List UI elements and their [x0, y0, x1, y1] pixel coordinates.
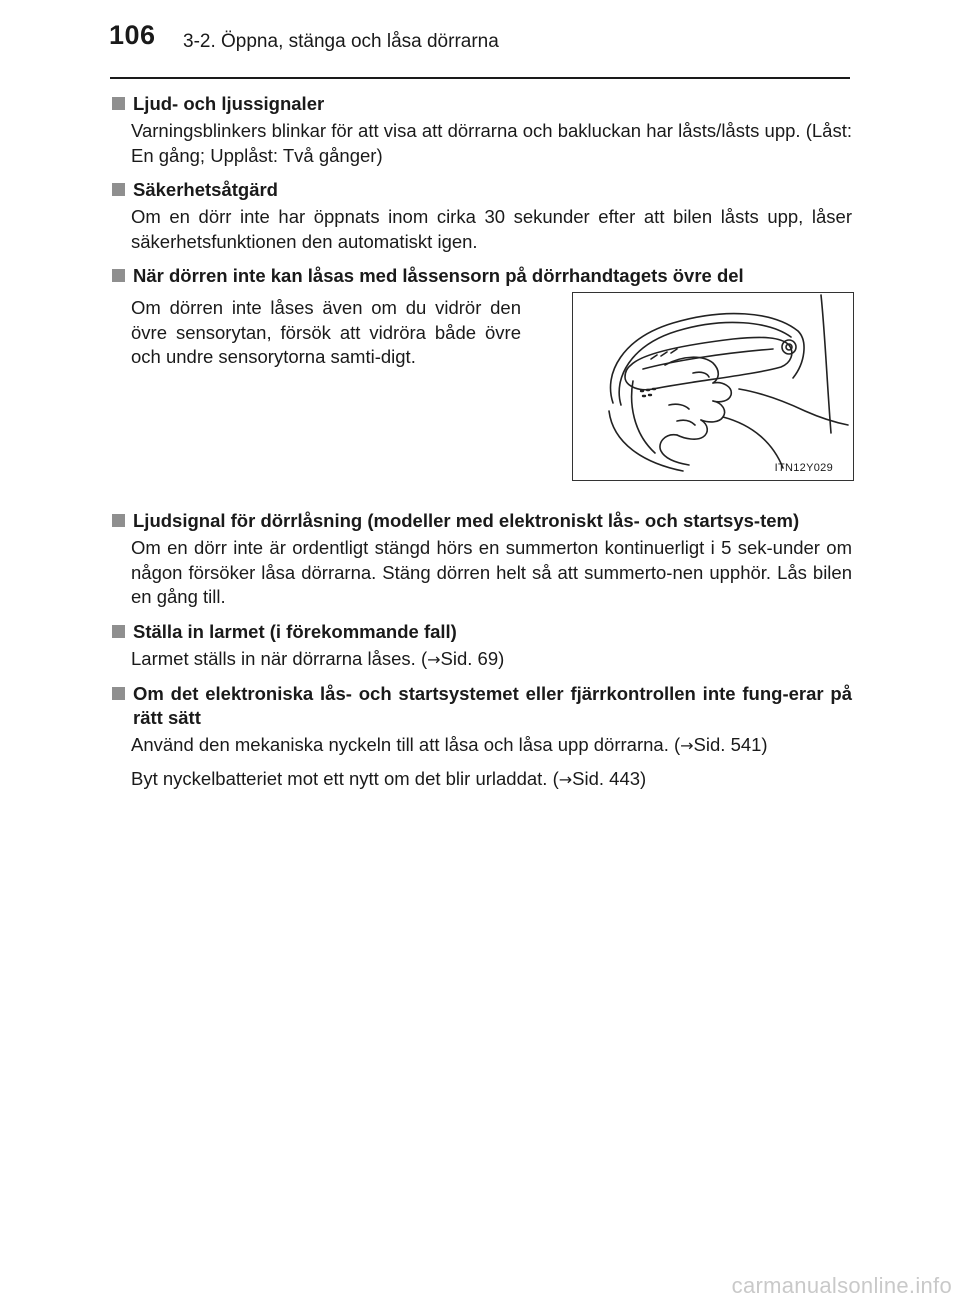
gray-square-icon	[112, 514, 125, 527]
item-smart-key-malfunction	[110, 682, 852, 792]
page-content	[110, 92, 852, 802]
item-set-alarm	[110, 620, 852, 673]
item-heading: Ljud- och ljussignaler	[110, 92, 852, 116]
item-paragraph: Om dörren inte låses även om du vidrör den övre sensorytan, försök att vidröra både övre och undre sensorytorna samti-digt.	[131, 297, 521, 367]
spacer	[110, 491, 852, 509]
gray-square-icon	[112, 269, 125, 282]
figure-row	[131, 292, 852, 481]
page-reference: Sid. 541)	[693, 734, 768, 755]
watermark: carmanualsonline.info	[731, 1273, 952, 1298]
arrow-right-icon: →	[558, 769, 573, 789]
item-heading: Ljudsignal för dörrlåsning (modeller med elektroniskt lås- och startsys-tem)	[110, 509, 852, 533]
page-reference: Sid. 69)	[440, 647, 505, 669]
item-lock-sensor	[110, 264, 852, 481]
gray-square-icon	[112, 97, 125, 110]
item-heading: Säkerhetsåtgärd	[110, 178, 852, 202]
item-heading: När dörren inte kan låsas med låssensorn på dörrhandtagets övre del	[110, 264, 852, 288]
section-title: 3-2. Öppna, stänga och låsa dörrarna	[183, 31, 499, 52]
arrow-right-icon: →	[427, 649, 441, 669]
item-paragraph: Om en dörr inte har öppnats inom cirka 30 sekunder efter att bilen låsts upp, låser säkerhetsfunktionen den automatiskt igen.	[131, 206, 852, 252]
item-heading: Ställa in larmet (i förekommande fall)	[110, 620, 852, 644]
gray-square-icon	[112, 625, 125, 638]
door-handle-hand-illustration	[573, 293, 853, 480]
header-rule	[110, 77, 850, 79]
item-paragraph: Använd den mekaniska nyckeln till att låsa och låsa upp dörrarna. (→Sid. 541)	[131, 734, 768, 755]
door-handle-figure	[572, 292, 854, 481]
page-number: 106	[109, 20, 156, 50]
item-heading: Om det elektroniska lås- och startsystemet eller fjärrkontrollen inte fung-erar på rätt sätt	[110, 682, 852, 730]
item-paragraph: Larmet ställs in när dörrarna låses. (→Sid. 69)	[131, 647, 505, 669]
item-paragraph: Varningsblinkers blinkar för att visa att dörrarna och bakluckan har låsts/låsts upp. (Låst: En gång; Upplåst: Två gånger)	[131, 120, 852, 166]
page-reference: Sid. 443)	[572, 767, 647, 789]
item-sound-light-signals	[110, 92, 852, 168]
arrow-right-icon: →	[680, 736, 694, 755]
gray-square-icon	[112, 183, 125, 196]
figure-code: ITN12Y029	[774, 462, 833, 474]
item-paragraph: Om en dörr inte är ordentligt stängd hörs en summerton kontinuerligt i 5 sek-under om någon försöker låsa dörrarna. Stäng dörren helt så att summerto-nen upphör. Lås bilen en gång till.	[131, 537, 852, 607]
item-paragraph: Byt nyckelbatteriet mot ett nytt om det blir urladdat. (→Sid. 443)	[131, 767, 647, 789]
item-lock-buzzer	[110, 509, 852, 610]
item-safety-measure	[110, 178, 852, 254]
gray-square-icon	[112, 687, 125, 700]
